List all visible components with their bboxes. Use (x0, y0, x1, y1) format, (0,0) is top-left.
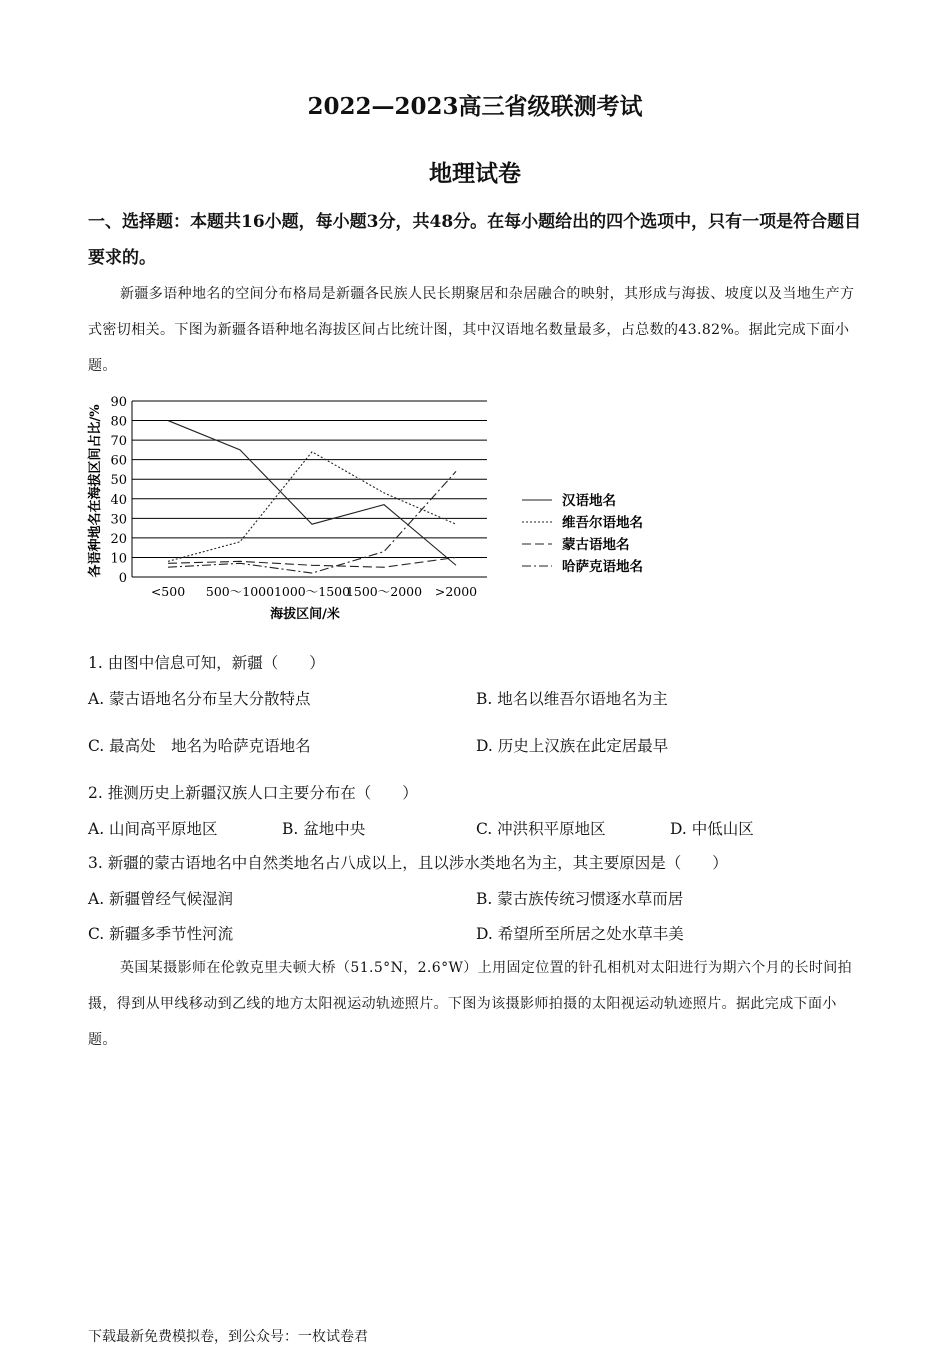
y-tick-label: 70 (110, 434, 127, 449)
q2-option-d[interactable]: D. 中低山区 (670, 817, 754, 839)
q3-option-a[interactable]: A. 新疆曾经气候湿润 (88, 887, 233, 909)
exam-subtitle: 地理试卷 (0, 155, 950, 188)
x-tick-label: >2000 (435, 584, 477, 599)
question-1-stem: 1. 由图中信息可知，新疆（ ） (88, 651, 325, 673)
x-tick-label: 1500～2000 (346, 584, 422, 599)
chart (82, 386, 702, 626)
x-tick-label: 500～1000 (206, 584, 274, 599)
chart-series (168, 421, 456, 574)
y-tick-label: 90 (110, 395, 127, 410)
footer-note: 下载最新免费模拟卷，到公众号：一枚试卷君 (88, 1326, 368, 1346)
legend-label: 维吾尔语地名 (562, 514, 643, 531)
x-tick-labels (151, 584, 477, 599)
y-tick-label: 0 (119, 571, 127, 586)
question-3-stem: 3. 新疆的蒙古语地名中自然类地名占八成以上，且以涉水类地名为主，其主要原因是（ ） (88, 851, 728, 873)
q1-option-c[interactable]: C. 最高处 地名为哈萨克语地名 (88, 734, 311, 756)
legend-label: 蒙古语地名 (562, 536, 630, 553)
q3-option-d[interactable]: D. 希望所至所居之处水草丰美 (476, 922, 684, 944)
chart-legend (522, 492, 643, 575)
q2-option-c[interactable]: C. 冲洪积平原地区 (476, 817, 606, 839)
y-tick-labels (110, 395, 127, 586)
y-tick-label: 50 (110, 473, 127, 488)
passage-2: 英国某摄影师在伦敦克里夫顿大桥（51.5°N，2.6°W）上用固定位置的针孔相机对太阳进行为期六个月的长时间拍摄，得到从甲线移动到乙线的地方太阳视运动轨迹照片。下图为该摄影师拍摄的太阳视运动轨迹照片。据此完成下面小题。 (88, 950, 863, 1058)
x-axis-label: 海拔区间/米 (270, 606, 340, 622)
q3-option-b[interactable]: B. 蒙古族传统习惯逐水草而居 (476, 887, 683, 909)
legend-label: 汉语地名 (562, 492, 616, 509)
y-tick-label: 10 (110, 551, 127, 566)
passage-1: 新疆多语种地名的空间分布格局是新疆各民族人民长期聚居和杂居融合的映射，其形成与海拔、坡度以及当地生产方式密切相关。下图为新疆各语种地名海拔区间占比统计图，其中汉语地名数量最多，占总数的43.82%。据此完成下面小题。 (88, 276, 863, 384)
x-tick-label: 1000～1500 (274, 584, 350, 599)
exam-title: 2022—2023高三省级联测考试 (0, 88, 950, 121)
y-axis-label: 各语种地名在海拔区间占比/% (87, 404, 103, 578)
series-line (168, 557, 456, 567)
y-tick-label: 80 (110, 415, 127, 430)
y-tick-label: 40 (110, 493, 127, 508)
question-2-stem: 2. 推测历史上新疆汉族人口主要分布在（ ） (88, 781, 418, 803)
q1-option-d[interactable]: D. 历史上汉族在此定居最早 (476, 734, 668, 756)
q1-option-a[interactable]: A. 蒙古语地名分布呈大分散特点 (88, 687, 311, 709)
q2-option-a[interactable]: A. 山间高平原地区 (88, 817, 218, 839)
legend-label: 哈萨克语地名 (562, 558, 643, 575)
y-tick-label: 30 (110, 512, 127, 527)
q1-option-b[interactable]: B. 地名以维吾尔语地名为主 (476, 687, 668, 709)
y-tick-label: 20 (110, 532, 127, 547)
q2-option-b[interactable]: B. 盆地中央 (282, 817, 365, 839)
y-tick-label: 60 (110, 454, 127, 469)
x-tick-label: <500 (151, 584, 185, 599)
q3-option-c[interactable]: C. 新疆多季节性河流 (88, 922, 233, 944)
series-line (168, 452, 456, 562)
section-heading: 一、选择题：本题共16小题，每小题3分，共48分。在每小题给出的四个选项中，只有一项是符合题目要求的。 (88, 204, 868, 276)
series-line (168, 421, 456, 566)
